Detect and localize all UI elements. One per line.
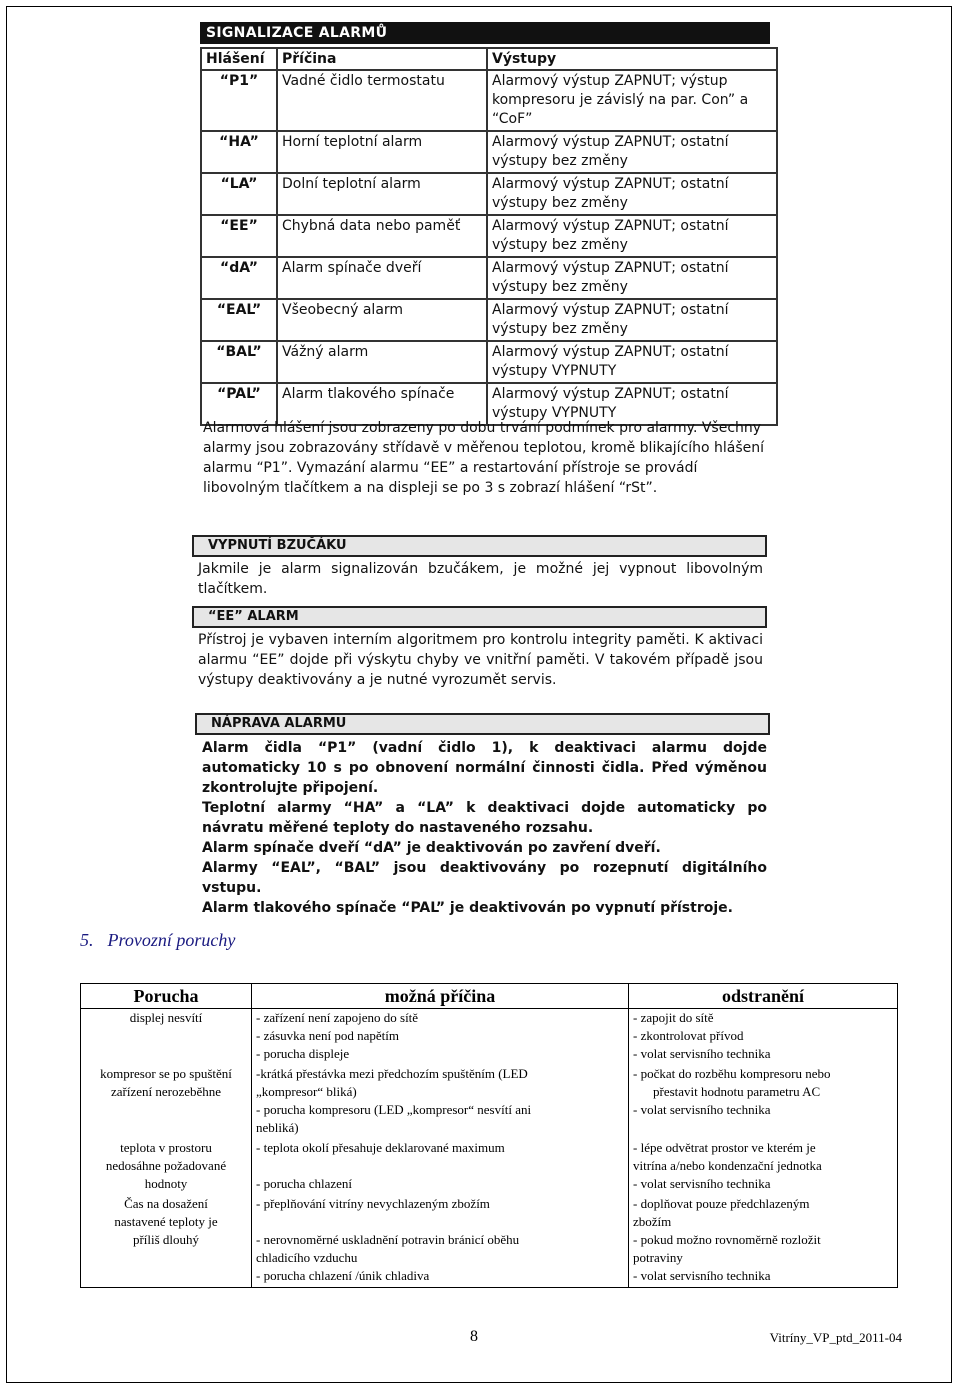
fault-line: příliš dlouhý	[132, 1232, 200, 1247]
alarm-outputs	[487, 70, 777, 131]
alarm-output-line: Alarmový výstup ZAPNUT; ostatní	[492, 176, 729, 192]
remedy-line: Alarmy “EAL”, “BAL” jsou deaktivovány po rozepnutí digitálního vstupu.	[202, 860, 767, 896]
alarm-cause: Dolní teplotní alarm	[277, 173, 487, 215]
fault-line: nastavené teploty je	[114, 1214, 218, 1229]
alarm-code: “EE”	[201, 215, 277, 257]
remedy-line: Alarm tlakového spínače “PAL” je deaktivován po vypnutí přístroje.	[202, 900, 733, 916]
section-number: 5.	[80, 930, 94, 950]
alarm-cause: Všeobecný alarm	[277, 299, 487, 341]
alarm-row	[201, 299, 777, 341]
alarm-code: “HA”	[201, 131, 277, 173]
cause-line: - porucha displeje	[256, 1046, 350, 1061]
section-heading	[80, 930, 235, 951]
fault-header-cause: možná příčina	[252, 984, 629, 1009]
cause-line	[256, 1213, 626, 1231]
fix-cell	[629, 1139, 898, 1195]
alarm-outputs	[487, 341, 777, 383]
alarm-output-line: výstupy bez změny	[492, 195, 628, 211]
fix-line: přestavit hodnotu parametru AC	[653, 1084, 821, 1099]
fault-cell	[81, 1009, 252, 1066]
ee-alarm-text: Přístroj je vybaven interním algoritmem pro kontrolu integrity paměti. K aktivaci alarmu “EE” dojde při výskytu chyby ve vnitřní paměti. V takovém případě jsou výstupy deaktivovány a je nutné vyrozumět servis.	[198, 632, 763, 688]
cause-line: - porucha chlazení /únik chladiva	[256, 1268, 430, 1283]
fix-line: - volat servisního technika	[633, 1268, 771, 1283]
alarm-header-outputs: Výstupy	[487, 48, 777, 70]
cause-line	[256, 1157, 626, 1175]
fault-header-fix: odstranění	[629, 984, 898, 1009]
alarm-output-line: kompresoru je závislý na par. Con” a	[492, 92, 749, 108]
remedy-line: Teplotní alarmy “HA” a “LA” k deaktivaci dojde automaticky po návratu měřené teploty do nastaveného rozsahu.	[202, 800, 767, 836]
fix-line: - volat servisního technika	[633, 1176, 771, 1191]
remedy-heading: NÁPRAVA ALARMU	[195, 713, 770, 735]
alarm-output-line: Alarmový výstup ZAPNUT; ostatní	[492, 218, 729, 234]
fix-line: - počkat do rozběhu kompresoru nebo	[633, 1066, 831, 1081]
alarm-output-line: “CoF”	[492, 111, 533, 127]
alarm-header-cause: Příčina	[277, 48, 487, 70]
alarm-outputs	[487, 215, 777, 257]
remedy-text	[202, 738, 767, 918]
remedy-line: Alarm čidla “P1” (vadní čidlo 1), k deaktivaci alarmu dojde automaticky 10 s po obnovení normální činnosti čidla. Před výměnou zkontrolujte připojení.	[202, 740, 767, 796]
alarm-code: “LA”	[201, 173, 277, 215]
cause-line: nebliká)	[256, 1120, 299, 1135]
fix-line: - pokud možno rovnoměrně rozložit	[633, 1232, 821, 1247]
alarm-cause: Vážný alarm	[277, 341, 487, 383]
document-reference: Vitríny_VP_ptd_2011-04	[769, 1330, 902, 1345]
alarm-header-code: Hlášení	[201, 48, 277, 70]
fault-line: Čas na dosažení	[124, 1196, 208, 1211]
page-number: 8	[470, 1328, 478, 1345]
fix-cell	[629, 1065, 898, 1139]
alarm-cause: Alarm tlakového spínače	[277, 383, 487, 425]
alarm-output-line: výstupy bez změny	[492, 237, 628, 253]
fix-line	[633, 1119, 895, 1137]
alarm-output-line: Alarmový výstup ZAPNUT; ostatní	[492, 134, 729, 150]
cause-line: - zásuvka není pod napětím	[256, 1028, 399, 1043]
alarm-outputs	[487, 257, 777, 299]
alarm-cause: Alarm spínače dveří	[277, 257, 487, 299]
fault-row	[81, 1139, 898, 1195]
fault-header-fault: Porucha	[81, 984, 252, 1009]
fault-row	[81, 1009, 898, 1066]
alarm-outputs	[487, 131, 777, 173]
alarm-code: “BAL”	[201, 341, 277, 383]
alarm-output-line: Alarmový výstup ZAPNUT; ostatní	[492, 260, 729, 276]
alarm-code: “P1”	[201, 70, 277, 131]
alarm-output-line: Alarmový výstup ZAPNUT; ostatní	[492, 302, 729, 318]
alarm-code: “dA”	[201, 257, 277, 299]
cause-line: -krátká přestávka mezi předchozím spuštěním (LED	[256, 1066, 528, 1081]
alarm-note: Alarmová hlášení jsou zobrazeny po dobu trvání podmínek pro alarmy. Všechny alarmy jsou zobrazovány střídavě v měřenou teplotou, kromě blikajícího hlášení alarmu “P1”. Vymazání alarmu “EE” a restartování přístroje se provádí libovolným tlačítkem a na displeji se po 3 s zobrazí hlášení “rSt”.	[203, 420, 765, 496]
alarm-outputs	[487, 299, 777, 341]
fault-line: nedosáhne požadované	[105, 1158, 227, 1173]
alarm-output-line: výstupy bez změny	[492, 279, 628, 295]
fault-line: teplota v prostoru	[120, 1140, 212, 1155]
fault-row	[81, 1195, 898, 1288]
alarm-row	[201, 131, 777, 173]
fix-cell	[629, 1195, 898, 1288]
alarm-cause: Chybná data nebo paměť	[277, 215, 487, 257]
cause-line: - přeplňování vitríny nevychlazeným zbožím	[256, 1196, 490, 1211]
fault-cell	[81, 1195, 252, 1288]
alarm-output-line: Alarmový výstup ZAPNUT; výstup	[492, 73, 728, 89]
alarm-table	[200, 47, 778, 426]
alarm-row	[201, 341, 777, 383]
fix-line: - doplňovat pouze předchlazeným	[633, 1196, 810, 1211]
cause-cell	[252, 1139, 629, 1195]
alarm-code: “PAL”	[201, 383, 277, 425]
cause-line: „kompresor“ bliká)	[256, 1084, 357, 1099]
alarm-row	[201, 173, 777, 215]
fault-table	[80, 983, 898, 1288]
fault-line: zařízení nerozeběhne	[110, 1084, 222, 1099]
section-title: Provozní poruchy	[107, 930, 236, 950]
cause-cell	[252, 1065, 629, 1139]
alarm-output-line: výstupy bez změny	[492, 153, 628, 169]
fault-cell	[81, 1065, 252, 1139]
cause-line: - porucha chlazení	[256, 1176, 353, 1191]
fix-line: - zapojit do sítě	[633, 1010, 714, 1025]
alarm-code: “EAL”	[201, 299, 277, 341]
cause-line: chladicího vzduchu	[256, 1250, 358, 1265]
alarm-output-line: Alarmový výstup ZAPNUT; ostatní	[492, 344, 729, 360]
alarm-cause: Horní teplotní alarm	[277, 131, 487, 173]
buzzer-heading: VYPNUTÍ BZUČÁKU	[192, 535, 767, 557]
alarm-table-title: SIGNALIZACE ALARMŮ	[200, 22, 770, 44]
fix-line: - volat servisního technika	[633, 1102, 771, 1117]
alarm-row	[201, 70, 777, 131]
fault-line: kompresor se po spuštění	[100, 1066, 232, 1081]
cause-line: - zařízení není zapojeno do sítě	[256, 1010, 419, 1025]
buzzer-text: Jakmile je alarm signalizován bzučákem, je možné jej vypnout libovolným tlačítkem.	[198, 561, 763, 597]
ee-alarm-heading: “EE” ALARM	[192, 606, 767, 628]
alarm-outputs	[487, 173, 777, 215]
fault-row	[81, 1065, 898, 1139]
cause-cell	[252, 1195, 629, 1288]
cause-line: - porucha kompresoru (LED „kompresor“ nesvítí ani	[256, 1102, 532, 1117]
fix-line: potraviny	[633, 1250, 683, 1265]
fault-line: hodnoty	[144, 1176, 188, 1191]
fix-line: - volat servisního technika	[633, 1046, 771, 1061]
alarm-row	[201, 215, 777, 257]
fault-cell	[81, 1139, 252, 1195]
cause-cell	[252, 1009, 629, 1066]
fault-line: displej nesvítí	[129, 1010, 203, 1025]
alarm-output-line: výstupy VYPNUTY	[492, 363, 617, 379]
fix-cell	[629, 1009, 898, 1066]
alarm-row	[201, 257, 777, 299]
fix-line: - lépe odvětrat prostor ve kterém je	[633, 1140, 816, 1155]
fix-line: - zkontrolovat přívod	[633, 1028, 744, 1043]
fix-line: vitrína a/nebo kondenzační jednotka	[633, 1158, 822, 1173]
cause-line: - nerovnoměrné uskladnění potravin bránicí oběhu	[256, 1232, 520, 1247]
alarm-cause: Vadné čidlo termostatu	[277, 70, 487, 131]
alarm-output-line: výstupy bez změny	[492, 321, 628, 337]
fix-line: zbožím	[633, 1214, 672, 1229]
alarm-output-line: Alarmový výstup ZAPNUT; ostatní	[492, 386, 729, 402]
remedy-line: Alarm spínače dveří “dA” je deaktivován po zavření dveří.	[202, 840, 661, 856]
alarm-output-line: výstupy VYPNUTY	[492, 405, 617, 421]
cause-line: - teplota okolí přesahuje deklarované maximum	[256, 1140, 505, 1155]
